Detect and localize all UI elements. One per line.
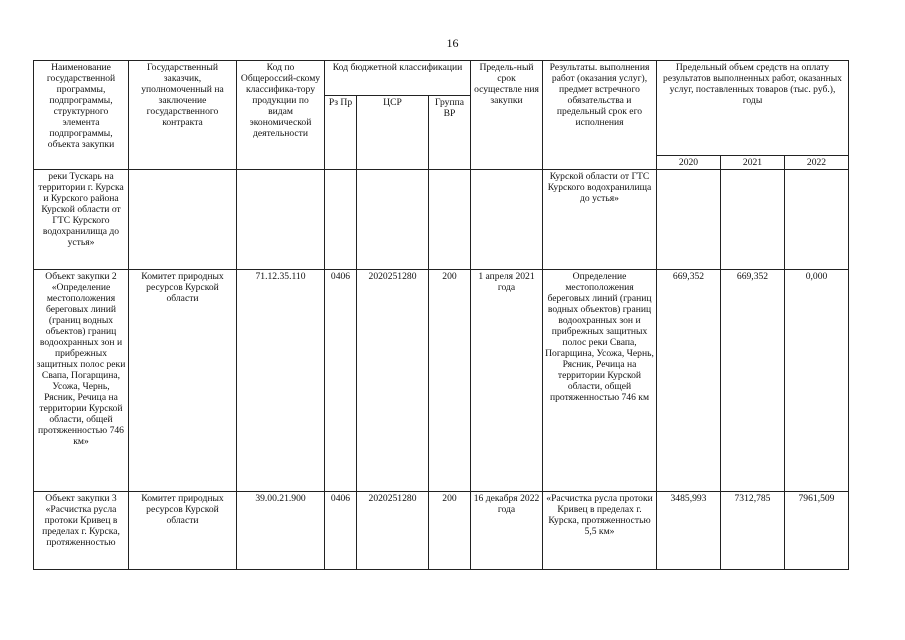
row-value-2022: 0,000 [785, 270, 849, 492]
row-csr: 2020251280 [357, 270, 429, 492]
row-deadline [471, 170, 543, 270]
row-value-2022: 7961,509 [785, 492, 849, 570]
row-value-2021 [721, 170, 785, 270]
header-volume: Предельный объем средств на оплату результатов выполненных работ, оказанных услуг, поставленных товаров (тыс. руб.), годы [657, 61, 849, 156]
row-results: Определение местоположения береговых линий (границ водных объектов) границ водоохранных зон и прибрежных защитных полос реки Свапа, Погарщина, Усожа, Чернь, Рясник, Речица на территории Курской области, общей протяженностью 746 км [543, 270, 657, 492]
row-results: Курской области от ГТС Курского водохранилища до устья» [543, 170, 657, 270]
procurement-table [33, 60, 849, 570]
row-value-2022 [785, 170, 849, 270]
row-value-2020: 669,352 [657, 270, 721, 492]
row-name: Объект закупки 3 «Расчистка русла протоки Кривец в пределах г. Курска, протяженностью [34, 492, 129, 570]
header-year-2020: 2020 [657, 156, 721, 170]
header-csr: ЦСР [357, 96, 429, 170]
header-customer: Государственный заказчик, уполномоченный на заключение государственного контракта [129, 61, 237, 170]
row-csr: 2020251280 [357, 492, 429, 570]
row-okpd [237, 170, 325, 270]
row-value-2020 [657, 170, 721, 270]
row-okpd: 39.00.21.900 [237, 492, 325, 570]
row-rz-pr: 0406 [325, 492, 357, 570]
header-year-2022: 2022 [785, 156, 849, 170]
header-vr: Группа ВР [429, 96, 471, 170]
row-customer: Комитет природных ресурсов Курской области [129, 492, 237, 570]
page-number: 16 [446, 36, 459, 50]
header-rz-pr: Рз Пр [325, 96, 357, 170]
header-deadline: Предель-ный срок осуществле ния закупки [471, 61, 543, 170]
header-name: Наименование государственной программы, подпрограммы, структурного элемента подпрограммы, объекта закупки [34, 61, 129, 170]
row-value-2021: 7312,785 [721, 492, 785, 570]
row-value-2021: 669,352 [721, 270, 785, 492]
header-row [34, 61, 849, 96]
row-name: Объект закупки 2 «Определение местоположения береговых линий (границ водных объектов) границ водоохранных зон и прибрежных защитных полос реки Свапа, Погарщина, Усожа, Чернь, Рясник, Речица на территории Курской области, общей протяженностью 746 км» [34, 270, 129, 492]
header-year-2021: 2021 [721, 156, 785, 170]
row-rz-pr [325, 170, 357, 270]
header-budget-code: Код бюджетной классификации [325, 61, 471, 96]
header-okpd: Код по Общероссий-скому классифика-тору продукции по видам экономической деятельности [237, 61, 325, 170]
row-results: «Расчистка русла протоки Кривец в пределах г. Курска, протяженностью 5,5 км» [543, 492, 657, 570]
header-results: Результаты. выполнения работ (оказания услуг), предмет встречного обязательства и предельный срок его исполнения [543, 61, 657, 170]
row-okpd: 71.12.35.110 [237, 270, 325, 492]
row-vr: 200 [429, 492, 471, 570]
row-name: реки Тускарь на территории г. Курска и Курского района Курской области от ГТС Курского водохранилища до устья» [34, 170, 129, 270]
row-deadline: 16 декабря 2022 года [471, 492, 543, 570]
row-customer: Комитет природных ресурсов Курской области [129, 270, 237, 492]
table-row [34, 170, 849, 270]
row-customer [129, 170, 237, 270]
row-vr: 200 [429, 270, 471, 492]
row-deadline: 1 апреля 2021 года [471, 270, 543, 492]
row-csr [357, 170, 429, 270]
row-rz-pr: 0406 [325, 270, 357, 492]
row-vr [429, 170, 471, 270]
row-value-2020: 3485,993 [657, 492, 721, 570]
table-row [34, 492, 849, 570]
table-row [34, 270, 849, 492]
